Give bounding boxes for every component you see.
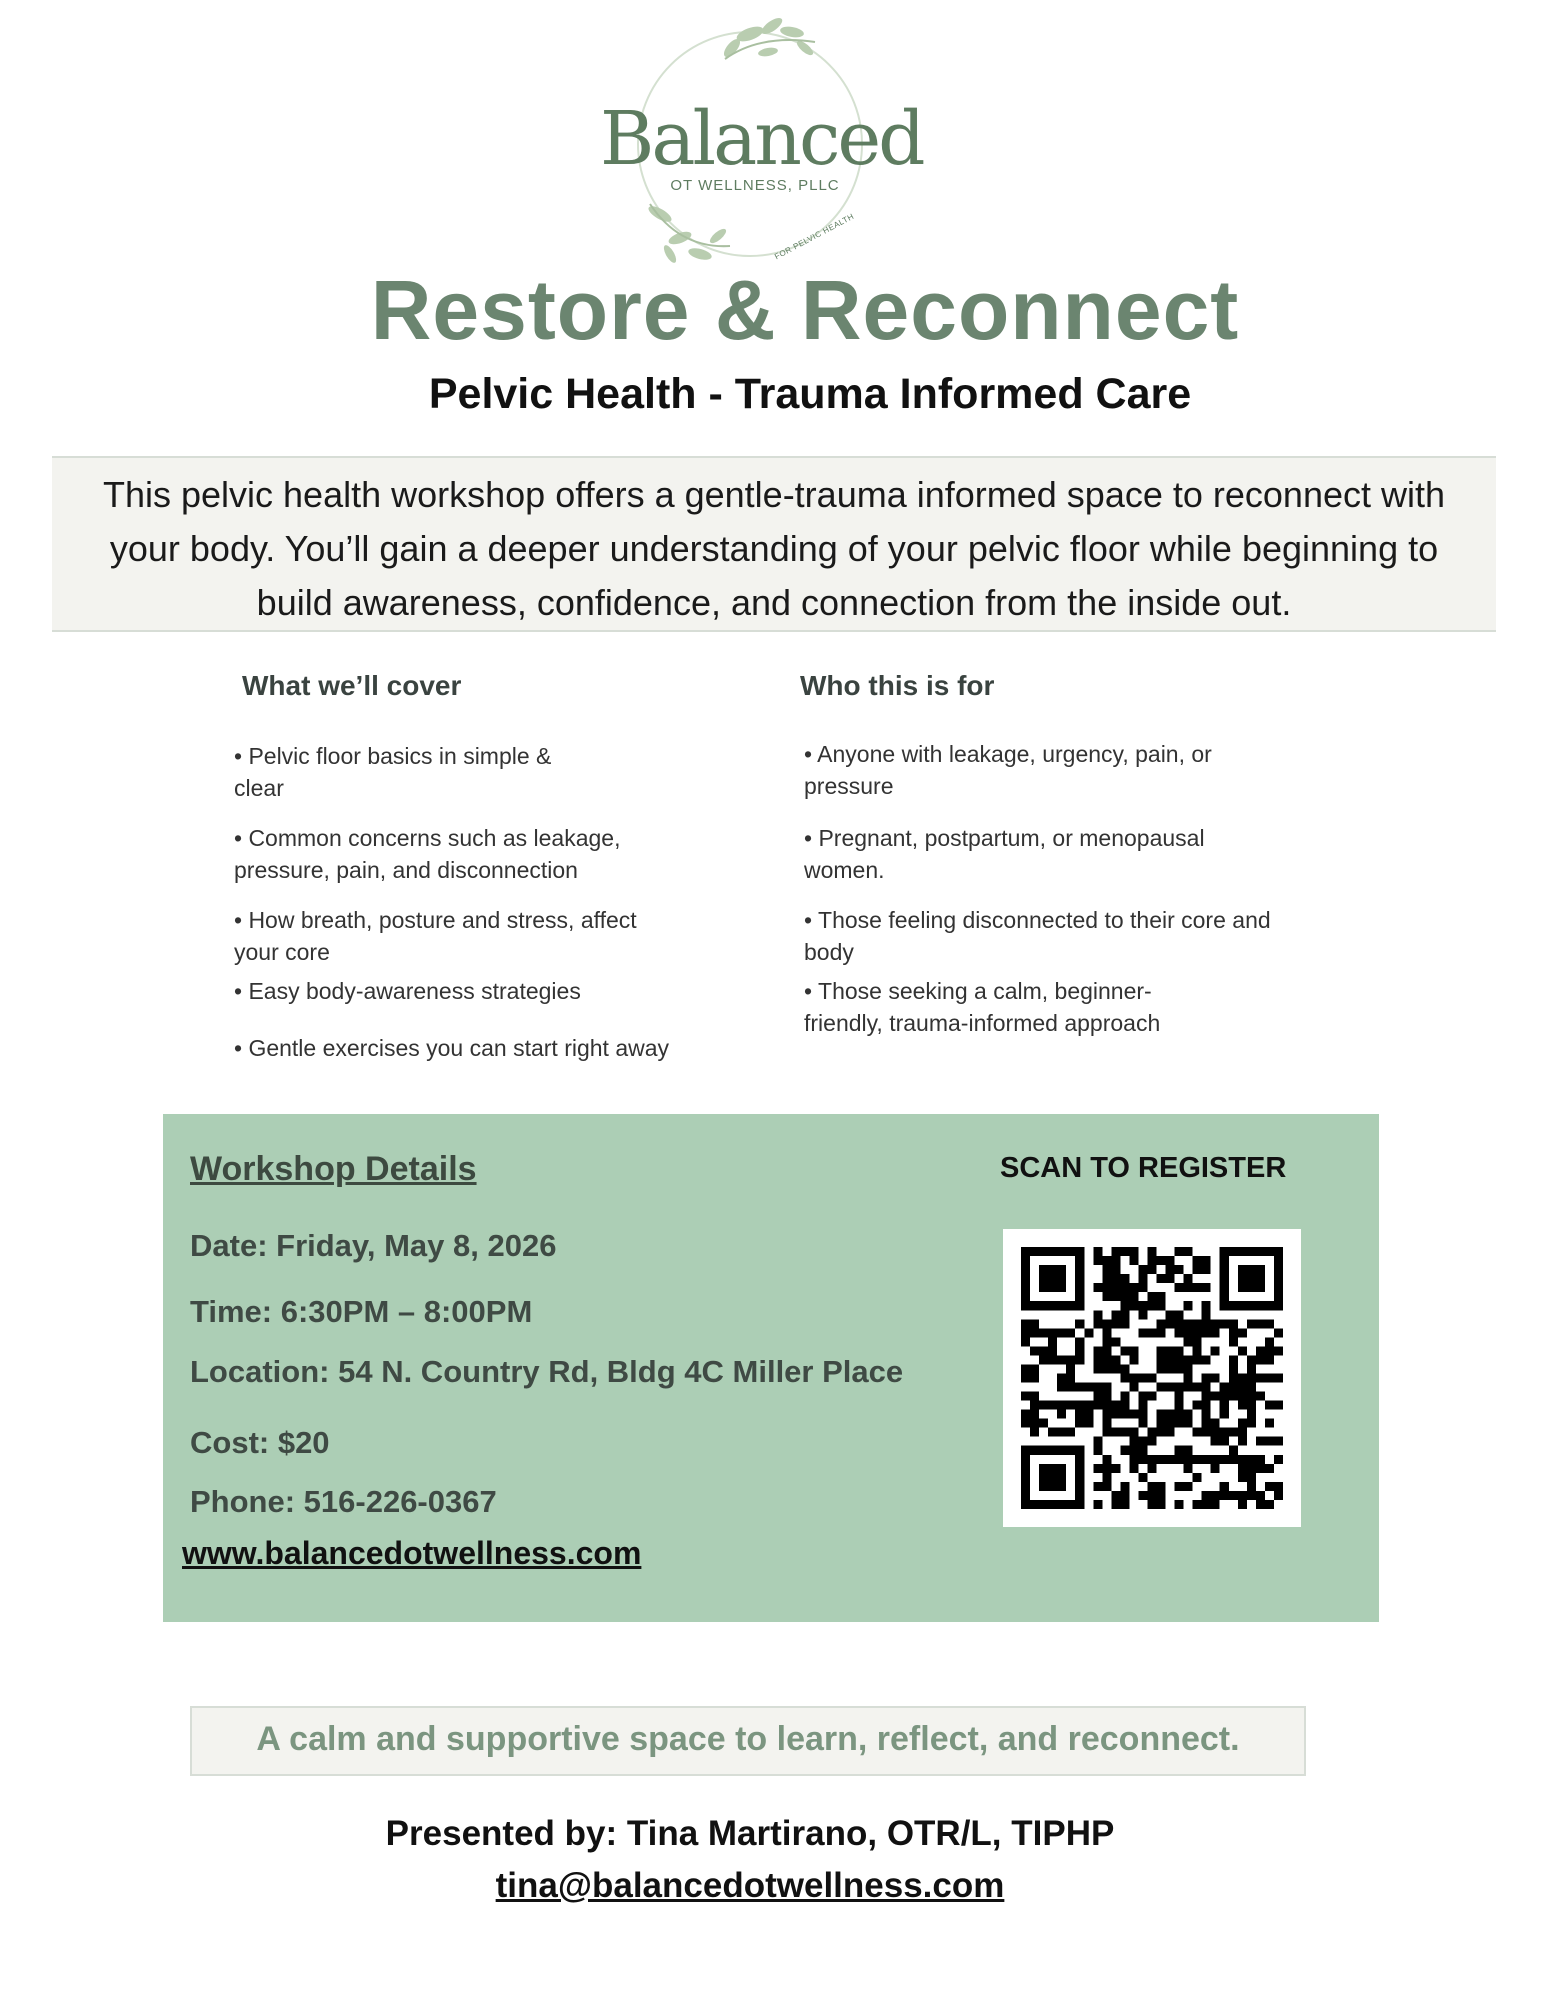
cover-item-line: clear [234, 775, 284, 801]
details-heading: Workshop Details [190, 1150, 477, 1188]
cover-heading: What we’ll cover [242, 670, 462, 701]
page-subtitle: Pelvic Health - Trauma Informed Care [428, 370, 1192, 418]
audience-item-line: • Pregnant, postpartum, or menopausal [804, 825, 1205, 851]
cover-item [234, 1032, 669, 1064]
cover-item-line: • How breath, posture and stress, affect [234, 907, 637, 933]
logo-subtitle: OT WELLNESS, PLLC [670, 177, 840, 194]
audience-item [804, 822, 1205, 886]
audience-heading: Who this is for [800, 670, 995, 701]
registration-qr-code[interactable] [1003, 1229, 1301, 1527]
cover-item [234, 822, 620, 886]
details-time: Time: 6:30PM – 8:00PM [190, 1294, 533, 1329]
audience-item-line: friendly, trauma-informed approach [804, 1010, 1161, 1036]
audience-item [804, 904, 1271, 968]
audience-item [804, 975, 1160, 1039]
cover-item-line: • Pelvic floor basics in simple & [234, 743, 552, 769]
tagline-banner: A calm and supportive space to learn, reflect, and reconnect. [190, 1706, 1306, 1776]
details-date: Date: Friday, May 8, 2026 [190, 1228, 557, 1263]
logo-wordmark: Balanced [600, 96, 923, 182]
contact-email-link[interactable]: tina@balancedotwellness.com [495, 1866, 1005, 1905]
audience-item-line: • Those feeling disconnected to their core and [804, 907, 1271, 933]
audience-item [804, 738, 1212, 802]
intro-line: This pelvic health workshop offers a gentle-trauma informed space to reconnect with [102, 474, 1446, 515]
details-location: Location: 54 N. Country Rd, Bldg 4C Miller Place [190, 1354, 904, 1389]
intro-panel [52, 456, 1496, 632]
intro-line: your body. You’ll gain a deeper understanding of your pelvic floor while beginning to [109, 528, 1439, 569]
qr-code-graphic [1003, 1229, 1301, 1527]
audience-item-line: • Those seeking a calm, beginner- [804, 978, 1152, 1004]
cover-item [234, 904, 637, 968]
scan-to-register-label: SCAN TO REGISTER [1000, 1152, 1287, 1184]
page-title: Restore & Reconnect [370, 263, 1240, 357]
details-cost: Cost: $20 [190, 1425, 330, 1460]
audience-item-line: body [804, 939, 854, 965]
audience-item-line: women. [804, 857, 885, 883]
cover-item-line: • Gentle exercises you can start right away [234, 1035, 670, 1061]
cover-item [234, 740, 551, 804]
details-phone: Phone: 516-226-0367 [190, 1484, 497, 1519]
cover-item-line: pressure, pain, and disconnection [234, 857, 578, 883]
cover-item-line: • Common concerns such as leakage, [234, 825, 621, 851]
cover-item-line: your core [234, 939, 330, 965]
cover-item-line: • Easy body-awareness strategies [234, 978, 581, 1004]
audience-item-line: pressure [804, 773, 894, 799]
cover-item [234, 975, 581, 1007]
website-link[interactable]: www.balancedotwellness.com [182, 1535, 642, 1571]
presenter-credit: Presented by: Tina Martirano, OTR/L, TIPHP [385, 1814, 1115, 1853]
company-logo [600, 14, 923, 276]
logo-ring-text: FOR PELVIC HEALTH [773, 211, 856, 262]
audience-item-line: • Anyone with leakage, urgency, pain, or [804, 741, 1212, 767]
intro-line: build awareness, confidence, and connection from the inside out. [256, 582, 1292, 623]
